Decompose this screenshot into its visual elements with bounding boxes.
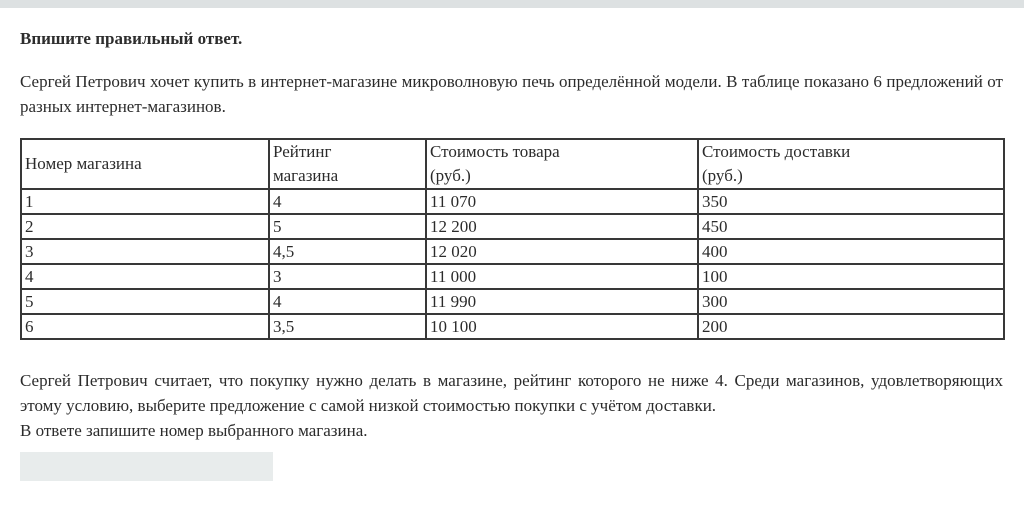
- column-header-delivery-cost: [698, 139, 1004, 189]
- table-cell-delivery-cost: 350: [698, 189, 1004, 214]
- table-row: [21, 239, 1004, 264]
- table-cell-item-cost: 11 000: [426, 264, 698, 289]
- table-cell-rating: 4: [269, 189, 426, 214]
- table-cell-store-number: 3: [21, 239, 269, 264]
- top-bar: [0, 0, 1024, 8]
- table-header-row: [21, 139, 1004, 189]
- table-cell-rating: 5: [269, 214, 426, 239]
- table-cell-delivery-cost: 400: [698, 239, 1004, 264]
- column-header-label: (руб.): [702, 166, 743, 185]
- table-row: [21, 289, 1004, 314]
- task-description: Сергей Петрович хочет купить в интернет-магазине микроволновую печь определённой модели. В таблице показано 6 предложений от разных интернет-магазинов.: [20, 72, 1003, 116]
- table-row: [21, 314, 1004, 339]
- column-header-label: Рейтинг: [273, 142, 332, 161]
- column-header-store-number: [21, 139, 269, 189]
- table-row: [21, 214, 1004, 239]
- column-header-label: Стоимость доставки: [702, 142, 851, 161]
- content-area: [0, 28, 1024, 481]
- table-cell-item-cost: 12 020: [426, 239, 698, 264]
- column-header-rating: [269, 139, 426, 189]
- table-cell-store-number: 2: [21, 214, 269, 239]
- column-header-item-cost: [426, 139, 698, 189]
- answer-note: В ответе запишите номер выбранного магазина.: [20, 421, 368, 440]
- table-cell-item-cost: 12 200: [426, 214, 698, 239]
- table-cell-item-cost: 11 990: [426, 289, 698, 314]
- column-header-label: Номер магазина: [25, 154, 142, 173]
- table-cell-rating: 4,5: [269, 239, 426, 264]
- task-instruction: Впишите правильный ответ.: [20, 29, 243, 48]
- table-cell-store-number: 1: [21, 189, 269, 214]
- table-cell-store-number: 4: [21, 264, 269, 289]
- table-cell-rating: 4: [269, 289, 426, 314]
- table-cell-store-number: 6: [21, 314, 269, 339]
- table-cell-item-cost: 10 100: [426, 314, 698, 339]
- table-cell-delivery-cost: 450: [698, 214, 1004, 239]
- offers-table: [20, 138, 1005, 340]
- task-condition: Сергей Петрович считает, что покупку нужно делать в магазине, рейтинг которого не ниже 4. Среди магазинов, удовлетворяющих этому условию, выберите предложение с самой низкой стоимостью покупки с учётом доставки.: [20, 371, 1003, 415]
- table-cell-rating: 3,5: [269, 314, 426, 339]
- table-cell-store-number: 5: [21, 289, 269, 314]
- table-cell-item-cost: 11 070: [426, 189, 698, 214]
- column-header-label: (руб.): [430, 166, 471, 185]
- table-cell-rating: 3: [269, 264, 426, 289]
- answer-input[interactable]: [20, 452, 273, 481]
- table-cell-delivery-cost: 300: [698, 289, 1004, 314]
- table-row: [21, 189, 1004, 214]
- column-header-label: Стоимость товара: [430, 142, 560, 161]
- table-cell-delivery-cost: 100: [698, 264, 1004, 289]
- table-cell-delivery-cost: 200: [698, 314, 1004, 339]
- column-header-label: магазина: [273, 166, 339, 185]
- table-row: [21, 264, 1004, 289]
